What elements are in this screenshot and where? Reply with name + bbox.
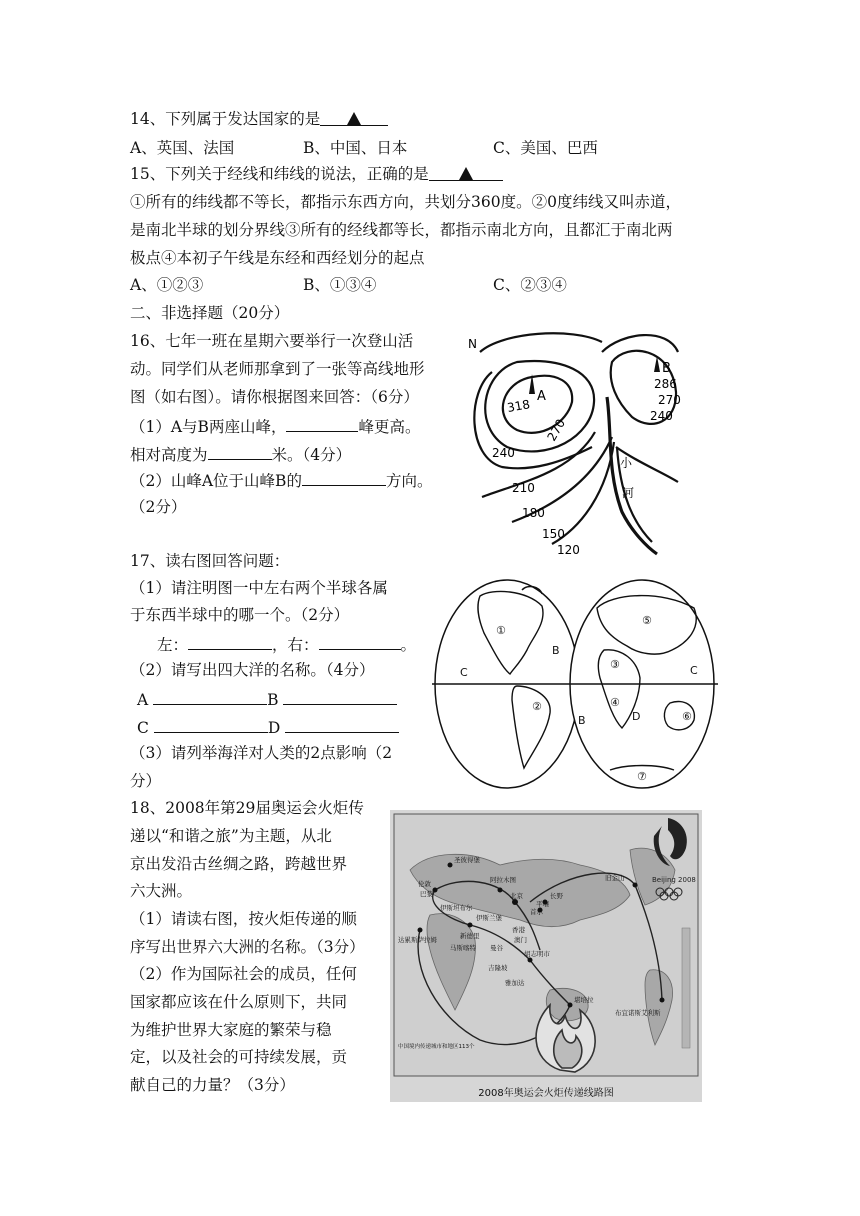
q17-ocean-row-1: A B bbox=[137, 687, 397, 711]
q17-right-hemisphere-blank[interactable] bbox=[319, 632, 401, 650]
q16-relative-height-blank[interactable] bbox=[208, 442, 272, 460]
city-label: 伦敦 bbox=[418, 880, 431, 888]
q15-text-line-2: 是南北半球的划分界线③所有的经线都等长，都指示南北方向，且都汇于南北两 bbox=[130, 221, 673, 239]
q15-stem: 15、下列关于经线和纬线的说法，正确的是 bbox=[130, 163, 503, 185]
city-marker-icon bbox=[528, 958, 533, 963]
ocean-label: D bbox=[632, 710, 641, 723]
q17-line-9: 分） bbox=[130, 772, 162, 790]
q17-ocean-b-blank[interactable] bbox=[283, 687, 397, 705]
city-label: 香港 bbox=[512, 926, 525, 934]
city-marker-icon bbox=[568, 1003, 573, 1008]
q16-line-6: （2）山峰A位于山峰B的 方向。 bbox=[130, 468, 432, 492]
contour-map bbox=[462, 322, 681, 557]
city-label: 首尔 bbox=[530, 908, 543, 916]
river-label: 小 bbox=[620, 456, 633, 470]
contour-label: 120 bbox=[557, 543, 580, 557]
city-label: 伊斯兰堡 bbox=[476, 914, 502, 922]
continent-label: ⑤ bbox=[642, 614, 652, 627]
city-label: 北京 bbox=[510, 892, 523, 900]
river-label: 河 bbox=[622, 486, 635, 500]
ocean-label: C bbox=[690, 664, 698, 677]
q15-option-c: C、②③④ bbox=[493, 276, 567, 294]
q18-line-5: （1）请读右图，按火炬传递的顺 bbox=[130, 910, 357, 928]
continent-label: ① bbox=[496, 624, 506, 637]
q17-line-1: 17、读右图回答问题： bbox=[130, 552, 290, 570]
city-label: 胡志明市 bbox=[524, 950, 550, 958]
north-label: N bbox=[468, 337, 477, 351]
q14-answer-blank[interactable] bbox=[320, 108, 388, 126]
q14-option-a: A、英国、法国 bbox=[130, 139, 235, 157]
q16-line-1: 16、七年一班在星期六要举行一次登山活 bbox=[130, 332, 414, 350]
city-label: 圣彼得堡 bbox=[454, 856, 480, 864]
city-label: 长野 bbox=[550, 892, 563, 900]
q18-line-7: （2）作为国际社会的成员，任何 bbox=[130, 965, 357, 983]
city-marker-icon bbox=[418, 928, 423, 933]
contour-label: 210 bbox=[512, 481, 535, 495]
city-label: 澳门 bbox=[514, 936, 527, 944]
city-label: 曼谷 bbox=[490, 944, 503, 952]
continent-label: ⑥ bbox=[682, 710, 692, 723]
continent-label: ③ bbox=[610, 658, 620, 671]
q17-ocean-a-blank[interactable] bbox=[153, 687, 267, 705]
city-marker-icon bbox=[498, 888, 503, 893]
city-marker-icon bbox=[660, 998, 665, 1003]
q14-option-c: C、美国、巴西 bbox=[493, 139, 598, 157]
city-label: 马斯喀特 bbox=[450, 944, 476, 952]
q17-left-hemisphere-blank[interactable] bbox=[188, 632, 272, 650]
q17-ocean-d-blank[interactable] bbox=[285, 715, 399, 733]
section-heading: 二、非选择题（20分） bbox=[130, 304, 290, 322]
hemispheres-map bbox=[432, 578, 718, 790]
map-caption: 2008年奥运会火炬传递线路图 bbox=[478, 1088, 614, 1099]
q18-line-6: 序写出世界六大洲的名称。（3分） bbox=[130, 938, 365, 956]
city-label: 布宜诺斯艾利斯 bbox=[615, 1009, 661, 1017]
height-a-label: 318 bbox=[506, 397, 532, 415]
q18-line-9: 为维护世界大家庭的繁荣与稳 bbox=[130, 1021, 332, 1039]
torch-bar-graphic bbox=[682, 928, 690, 1048]
map-note: 中国境内传递城市和地区113个 bbox=[398, 1044, 475, 1050]
q16-direction-blank[interactable] bbox=[302, 468, 386, 486]
triangle-marker-icon bbox=[459, 167, 473, 180]
triangle-marker-icon bbox=[347, 112, 361, 125]
peak-a-label: A bbox=[537, 389, 546, 404]
city-marker-icon bbox=[633, 883, 638, 888]
peak-b-label: B bbox=[662, 361, 671, 376]
q16-higher-peak-blank[interactable] bbox=[286, 414, 358, 432]
ocean-label: B bbox=[578, 714, 586, 727]
q15-text-line-3: 极点④本初子午线是东经和西经划分的起点 bbox=[130, 249, 425, 267]
q18-line-3: 京出发沿古丝绸之路，跨越世界 bbox=[130, 855, 348, 873]
q18-line-2: 递以“和谐之旅”为主题，从北 bbox=[130, 827, 332, 845]
q17-line-8: （3）请列举海洋对人类的2点影响（2 bbox=[130, 744, 393, 762]
q18-line-10: 定，以及社会的可持续发展，贡 bbox=[130, 1048, 348, 1066]
continent-label: ④ bbox=[610, 696, 620, 709]
q17-line-5: （2）请写出四大洋的名称。（4分） bbox=[130, 661, 375, 679]
q18-line-11: 献自己的力量？（3分） bbox=[130, 1076, 295, 1094]
height-b-label: 286 bbox=[654, 377, 677, 391]
ocean-label: B bbox=[552, 644, 560, 657]
q17-line-2: （1）请注明图一中左右两个半球各属 bbox=[130, 579, 388, 597]
city-marker-icon bbox=[448, 863, 453, 868]
q15-option-a: A、①②③ bbox=[130, 276, 204, 294]
ocean-label: C bbox=[460, 666, 468, 679]
q17-ocean-c-blank[interactable] bbox=[154, 715, 268, 733]
q17-line-4: 左： ，右： 。 bbox=[157, 632, 416, 656]
q15-option-b: B、①③④ bbox=[303, 276, 377, 294]
q17-ocean-row-2: C D bbox=[137, 715, 399, 739]
city-label: 新德里 bbox=[460, 932, 480, 940]
q14-stem: 14、下列属于发达国家的是 bbox=[130, 108, 388, 130]
q14-option-b: B、中国、日本 bbox=[303, 139, 408, 157]
contour-label: 270 bbox=[658, 393, 681, 407]
contour-label: 150 bbox=[542, 527, 565, 541]
city-label: 伊斯坦布尔 bbox=[440, 904, 473, 912]
city-label: 雅加达 bbox=[505, 979, 525, 987]
q16-line-4: （1）A与B两座山峰， 峰更高。 bbox=[130, 414, 420, 438]
torch-relay-map bbox=[390, 810, 702, 1102]
city-label: 旧金山 bbox=[605, 874, 625, 882]
city-label: 阿拉木图 bbox=[490, 876, 516, 884]
contour-label: 240 bbox=[650, 409, 673, 423]
q18-line-1: 18、2008年第29届奥运会火炬传 bbox=[130, 799, 364, 817]
q16-line-3: 图（如右图）。请你根据图来回答：（6分） bbox=[130, 388, 419, 406]
contour-label: 180 bbox=[522, 506, 545, 520]
contour-label: 240 bbox=[492, 446, 515, 460]
city-label: 堪培拉 bbox=[574, 996, 594, 1004]
city-marker-icon bbox=[433, 888, 438, 893]
contour-label: 270 bbox=[544, 416, 569, 444]
q18-line-8: 国家都应该在什么原则下，共同 bbox=[130, 993, 348, 1011]
city-label: 达累斯萨拉姆 bbox=[398, 936, 437, 944]
city-label: 平壤 bbox=[536, 900, 549, 908]
q15-answer-blank[interactable] bbox=[429, 163, 503, 181]
city-marker-icon bbox=[468, 923, 473, 928]
svg-text:Beijing 2008: Beijing 2008 bbox=[652, 876, 696, 884]
continent-label: ② bbox=[532, 700, 542, 713]
continent-label: ⑦ bbox=[637, 770, 647, 783]
q16-line-7: （2分） bbox=[130, 498, 187, 516]
q16-line-5: 相对高度为 米。（4分） bbox=[130, 442, 351, 466]
city-label: 巴黎 bbox=[420, 890, 433, 898]
q15-text-line-1: ①所有的纬线都不等长，都指示东西方向，共划分360度。②0度纬线又叫赤道， bbox=[130, 193, 681, 211]
q16-line-2: 动。同学们从老师那拿到了一张等高线地形 bbox=[130, 360, 425, 378]
q17-line-3: 于东西半球中的哪一个。（2分） bbox=[130, 606, 350, 624]
city-label: 吉隆坡 bbox=[488, 964, 508, 972]
q18-line-4: 六大洲。 bbox=[130, 882, 193, 900]
